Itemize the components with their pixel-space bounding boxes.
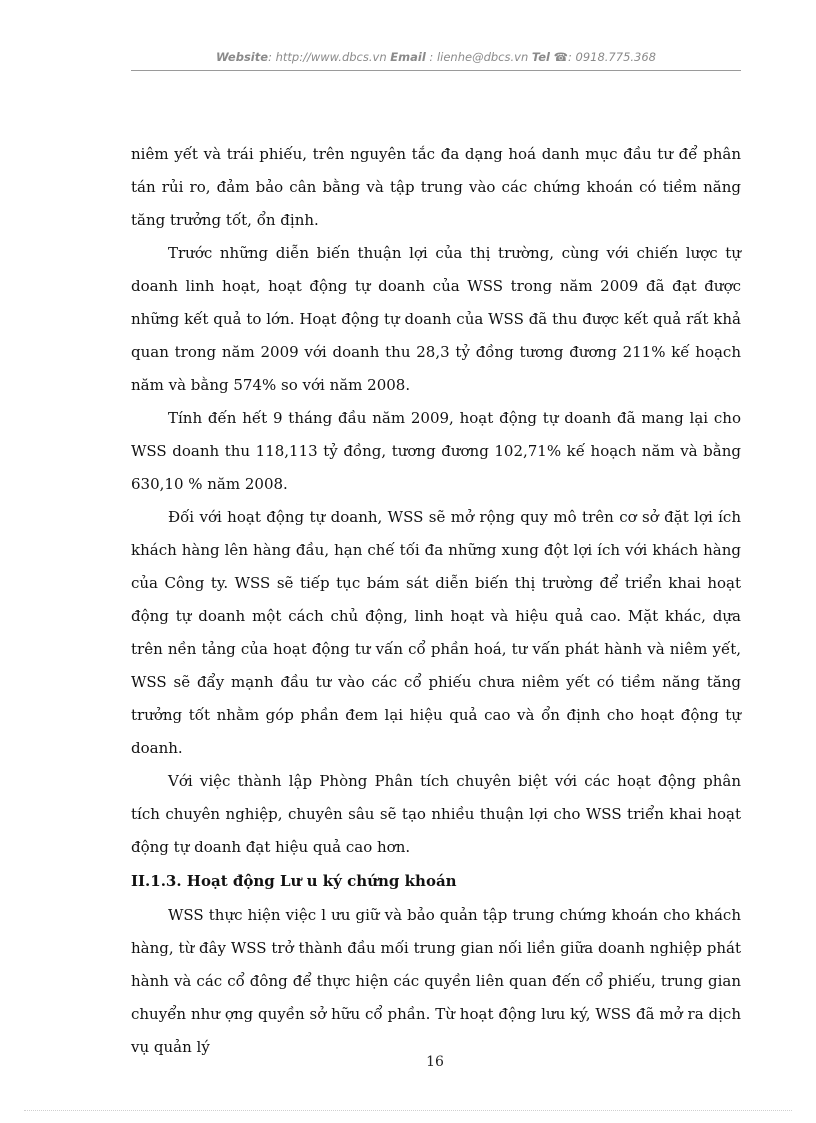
paragraph-3: Tính đến hết 9 tháng đầu năm 2009, hoạt động tự doanh đã mang lại cho WSS doanh thu 118,113 tỷ đồng, tương đương 102,71% kế hoạch năm và bằng 630,10 % năm 2008.	[131, 409, 741, 493]
page-number: 16	[426, 1054, 444, 1070]
tel-label: Tel	[531, 50, 550, 64]
phone-icon: ☎	[553, 50, 568, 64]
page-bottom-divider	[24, 1110, 792, 1111]
paragraph-2: Trước những diễn biến thuận lợi của thị trường, cùng với chiến lược tự doanh linh hoạt, hoạt động tự doanh của WSS trong năm 2009 đã đạt được những kết quả to lớn. Hoạt động tự doanh của WSS đã thu được kết quả rất khả quan trong năm 2009 với doanh thu 28,3 tỷ đồng tương đương 211% kế hoạch năm và bằng 574% so với năm 2008.	[131, 244, 741, 394]
header-divider	[131, 70, 741, 71]
page-header	[131, 50, 741, 64]
page-content	[131, 138, 741, 1064]
section-paragraph: WSS thực hiện việc l ưu giữ và bảo quản tập trung chứng khoán cho khách hàng, từ đây WSS trở thành đầu mối trung gian nối liền giữa doanh nghiệp phát hành và các cổ đông để thực hiện các quyền liên quan đến cổ phiếu, trung gian chuyển như ợng quyền sở hữu cổ phần. Từ hoạt động lưu ký, WSS đã mở ra dịch vụ quản lý	[131, 906, 741, 1056]
email-label: Email	[390, 50, 426, 64]
email-value: : lienhe@dbcs.vn	[429, 50, 529, 64]
website-value: : http://www.dbcs.vn	[268, 50, 387, 64]
paragraph-5: Với việc thành lập Phòng Phân tích chuyên biệt với các hoạt động phân tích chuyên nghiệp, chuyên sâu sẽ tạo nhiều thuận lợi cho WSS triển khai hoạt động tự doanh đạt hiệu quả cao hơn.	[131, 772, 741, 856]
tel-value: : 0918.775.368	[567, 50, 656, 64]
section-heading: II.1.3. Hoạt động Lư u ký chứng khoán	[131, 872, 457, 890]
paragraph-1: niêm yết và trái phiếu, trên nguyên tắc đa dạng hoá danh mục đầu tư để phân tán rủi ro, đảm bảo cân bằng và tập trung vào các chứng khoán có tiềm năng tăng trưởng tốt, ổn định.	[131, 145, 741, 229]
website-label: Website	[215, 50, 269, 64]
paragraph-4: Đối với hoạt động tự doanh, WSS sẽ mở rộng quy mô trên cơ sở đặt lợi ích khách hàng lên hàng đầu, hạn chế tối đa những xung đột lợi ích với khách hàng của Công ty. WSS sẽ tiếp tục bám sát diễn biến thị trường để triển khai hoạt động tự doanh một cách chủ động, linh hoạt và hiệu quả cao. Mặt khác, dựa trên nền tảng của hoạt động tư vấn cổ phần hoá, tư vấn phát hành và niêm yết, WSS sẽ đẩy mạnh đầu tư vào các cổ phiếu chưa niêm yết có tiềm năng tăng trưởng tốt nhằm góp phần đem lại hiệu quả cao và ổn định cho hoạt động tự doanh.	[131, 508, 741, 757]
